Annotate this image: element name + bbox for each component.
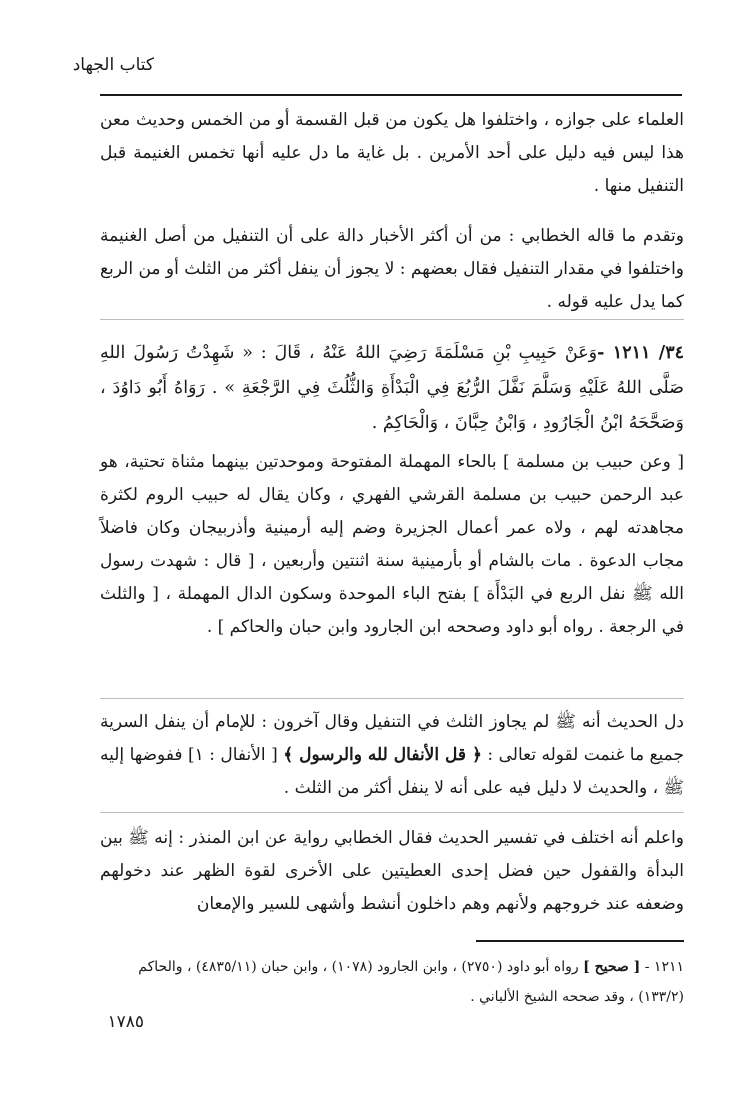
page-number: ١٧٨٥ xyxy=(107,1012,144,1032)
paragraph-2-text: وتقدم ما قاله الخطابي : من أن أكثر الأخبار دالة على أن التنفيل من أصل الغنيمة واختلفوا في مقدار التنفيل فقال بعضهم : لا يجوز أن ينفل أكثر من الثلث أو من الربع كما يدل عليه قوله . xyxy=(100,226,684,312)
paragraph-commentary xyxy=(100,446,684,644)
paragraph-5-text-a: دل الحديث أنه ﷺ لم يجاوز الثلث في التنفيل وقال آخرون : للإمام أن ينفل السرية جميع ما غنمت لقوله تعالى : xyxy=(100,712,685,765)
running-header-title: كتاب الجهاد xyxy=(72,55,154,75)
paragraph-1 xyxy=(100,104,684,203)
paragraph-divider xyxy=(100,698,684,699)
hadith-body: وَعَنْ حَبِيبِ بْنِ مَسْلَمَةَ رَضِيَ اللهُ عَنْهُ ، قَالَ : « شَهِدْتُ رَسُولَ اللهِ صَلَّى اللهُ عَلَيْهِ وَسَلَّمَ نَفَّلَ الرُّبُعَ فِي الْبَدْأَةِ وَالثُّلُثَ فِي الرَّجْعَةِ » . رَوَاهُ أَبُو دَاوُدَ ، وَصَحَّحَهُ ابْنُ الْجَارُودِ ، وَابْنُ حِبَّانَ ، وَالْحَاكِمُ . xyxy=(100,343,684,433)
paragraph-commentary-text: [ وعن حبيب بن مسلمة ] بالحاء المهملة المفتوحة وموحدتين بينهما مثناة تحتية، هو عبد الرحمن حبيب بن مسلمة القرشي الفهري ، وكان يقال له حبيب الروم لكثرة مجاهدته لهم ، ولاه عمر أعمال الجزيرة وضم إليه أرمينية وأذربيجان وكان فاضلاً مجاب الدعوة . مات بالشام أو بأرمينية سنة اثنتين وأربعين ، [ قال : شهدت رسول الله ﷺ نفل الربع في البَدْأَة ] بفتح الباء الموحدة وسكون الدال المهملة ، [ والثلث في الرجعة . رواه أبو داود وصححه ابن الجارود وابن حبان والحاكم ] . xyxy=(100,452,684,637)
paragraph-divider xyxy=(100,812,684,813)
paragraph-5 xyxy=(100,706,684,805)
paragraph-6-text: واعلم أنه اختلف في تفسير الحديث فقال الخطابي رواية عن ابن المنذر : إنه ﷺ بين البدأة والقفول حين فضل إحدى العطيتين على الأخرى لقوة الظهر عند دخولهم وضعفه عند خروجهم ولأنهم وهم داخلون أنشط وأشهى للسير والإمعان xyxy=(100,828,684,914)
footnote-text: رواه أبو داود (٢٧٥٠) ، وابن الجارود (١٠٧٨) ، وابن حبان (٤٨٣٥/١١) ، والحاكم (١٣٣/٢) ، وقد صححه الشيخ الألباني . xyxy=(138,959,684,1005)
paragraph-6 xyxy=(100,822,684,921)
paragraph-1-text: العلماء على جوازه ، واختلفوا هل يكون من قبل القسمة أو من الخمس وحديث معن هذا ليس فيه دليل على أحد الأمرين . بل غاية ما دل عليه أنها تخمس الغنيمة قبل التنفيل منها . xyxy=(100,110,684,196)
paragraph-5-text-b: [ الأنفال : ١] ففوضها إليه ﷺ ، والحديث لا دليل فيه على أنه لا ينفل أكثر من الثلث . xyxy=(100,745,684,798)
footnote xyxy=(100,952,684,1012)
footnote-grade: [ صحيح ] xyxy=(583,959,641,975)
header-rule xyxy=(100,94,682,96)
hadith-number: ٣٤/ ١٢١١ - xyxy=(597,343,685,363)
footnote-number: ١٢١١ - xyxy=(644,959,684,975)
hadith-text xyxy=(100,336,684,441)
paragraph-divider xyxy=(100,319,684,320)
quran-verse: ﴿ قل الأنفال لله والرسول ﴾ xyxy=(283,745,482,765)
paragraph-2 xyxy=(100,220,684,319)
footnote-rule xyxy=(476,940,684,942)
